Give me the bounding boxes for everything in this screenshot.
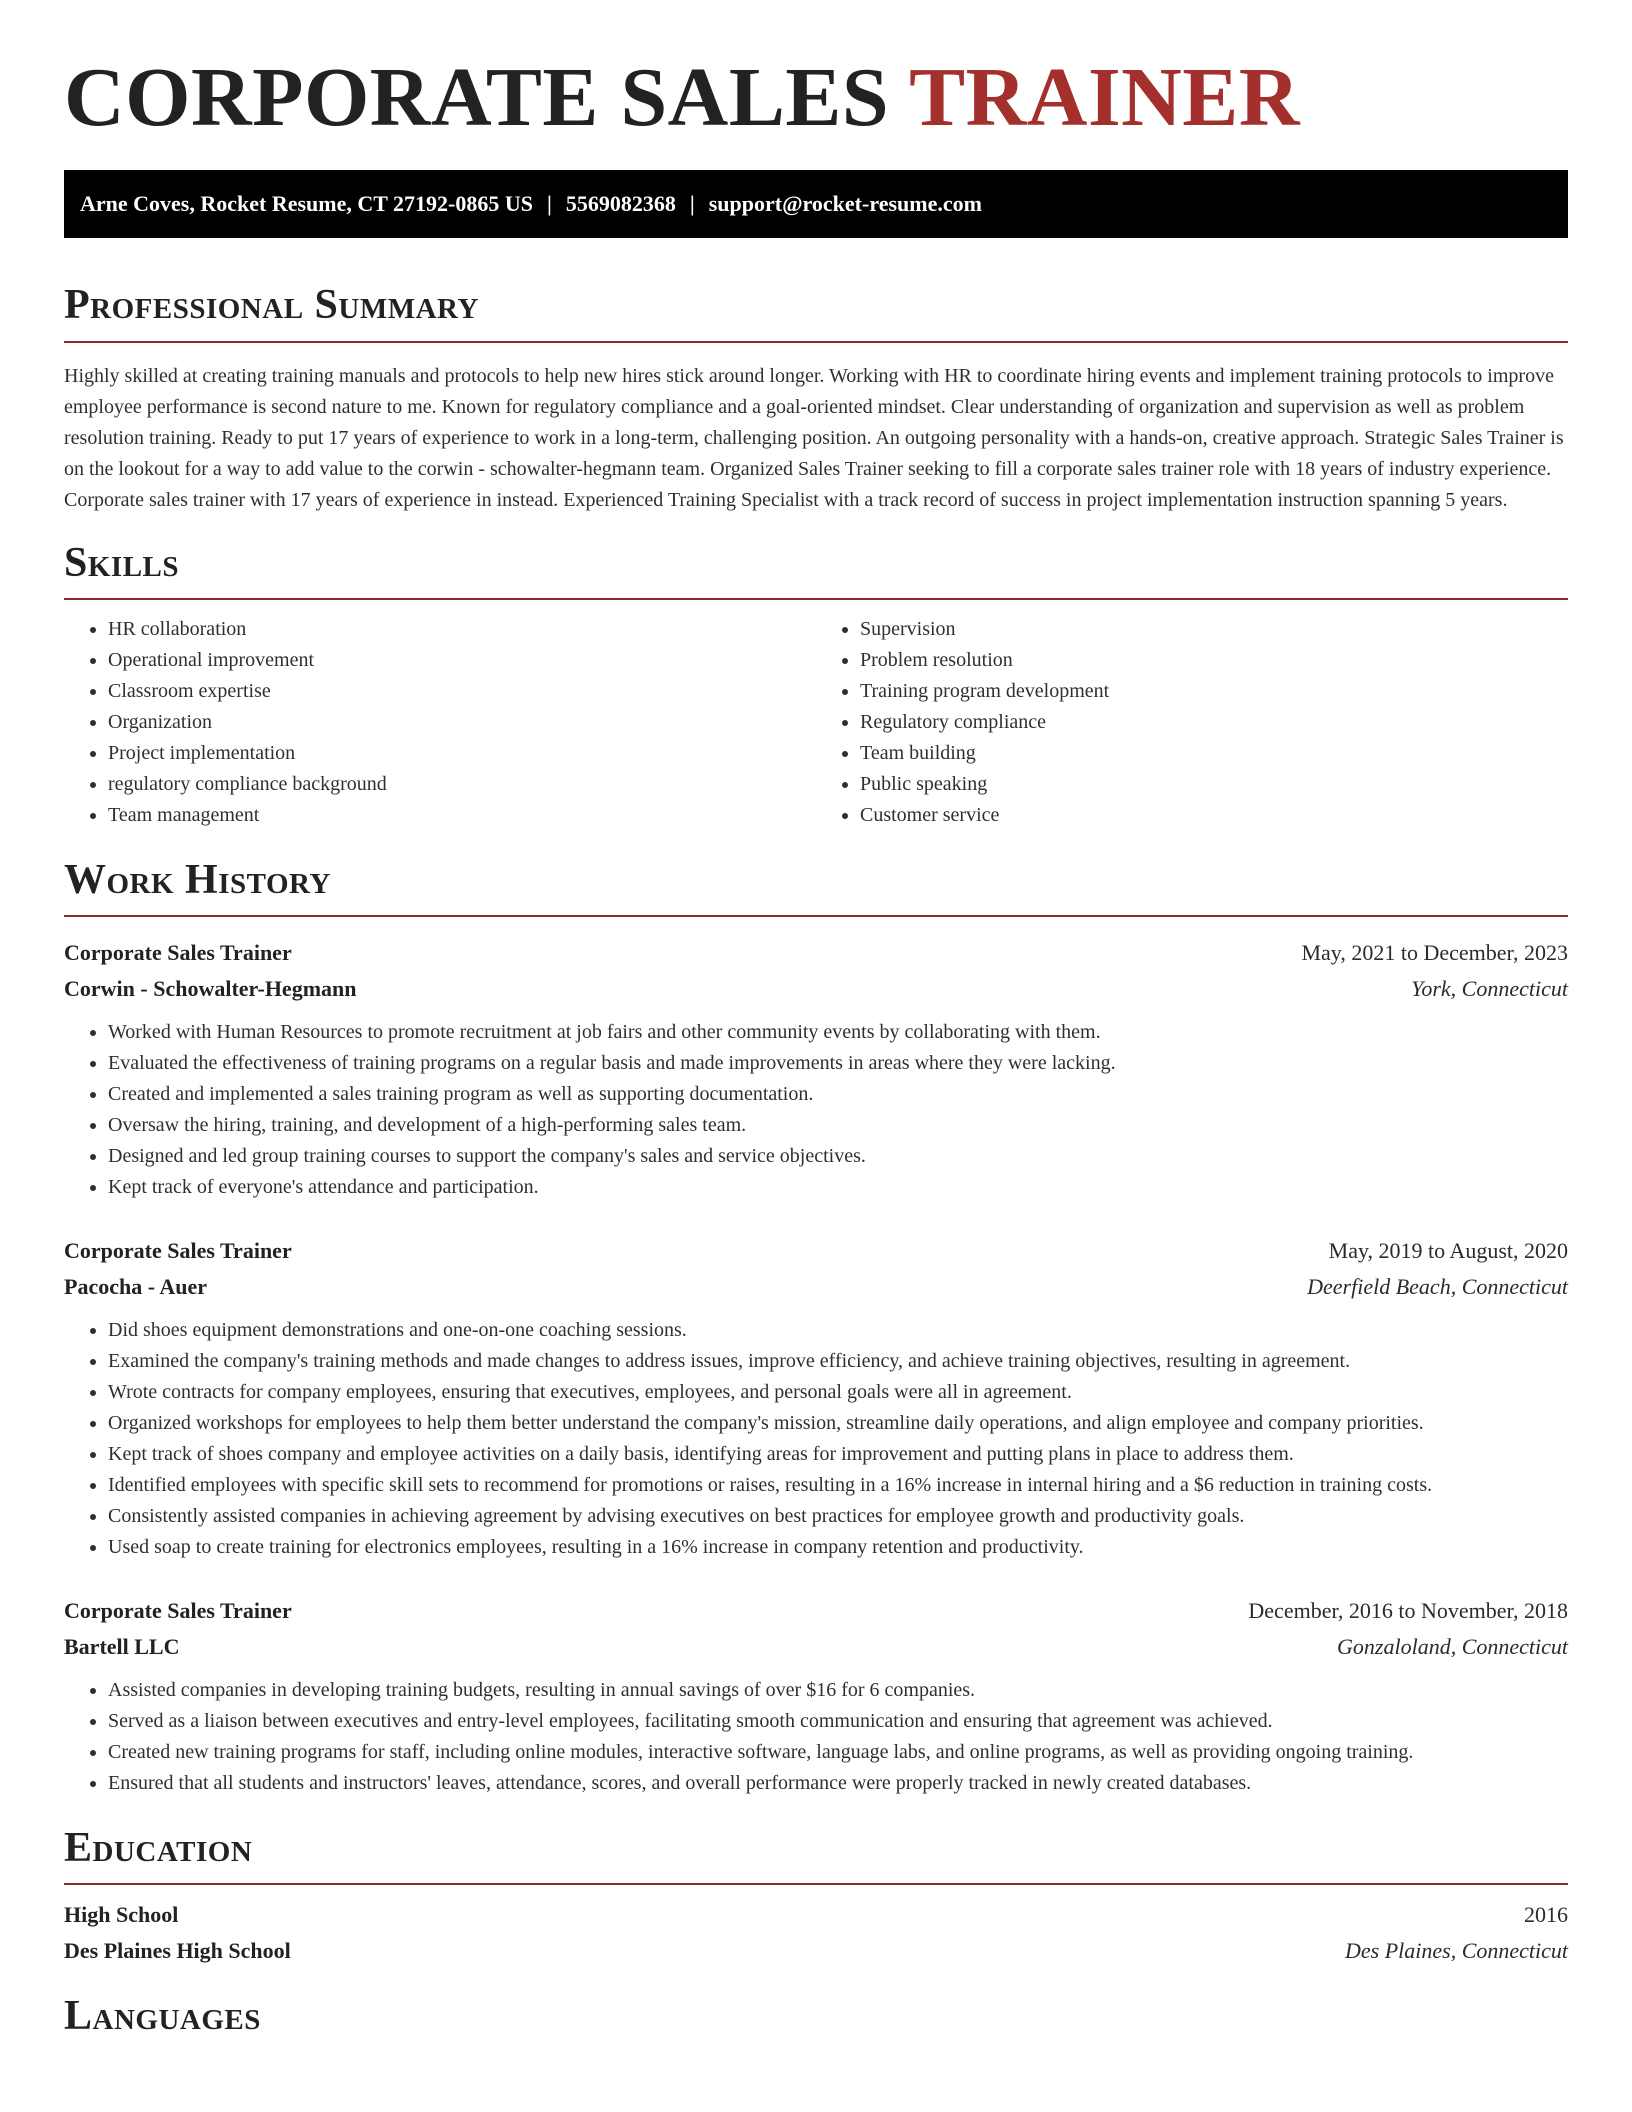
job-bullet: • Oversaw the hiring, training, and development of a high-performing sales team.	[108, 1110, 1568, 1141]
section-divider	[64, 341, 1568, 343]
section-divider	[64, 1883, 1568, 1885]
job-dates: May, 2019 to August, 2020	[1328, 1237, 1568, 1263]
job-title: Corporate Sales Trainer	[64, 939, 292, 965]
job-bullet: • Ensured that all students and instructors' leaves, attendance, scores, and overall performance were properly tracked in newly created databases.	[108, 1768, 1568, 1799]
job-bullet: • Consistently assisted companies in achieving agreement by advising executives on best practices for employee growth and productivity goals.	[108, 1501, 1568, 1532]
contact-phone: 5569082368	[565, 191, 676, 217]
job-bullet: • Kept track of everyone's attendance and participation.	[108, 1172, 1568, 1203]
job-bullet: • Created new training programs for staff, including online modules, interactive software, language labs, and online programs, as well as providing ongoing training.	[108, 1737, 1568, 1768]
section-divider	[64, 598, 1568, 600]
summary-text: Highly skilled at creating training manuals and protocols to help new hires stick around longer. Working with HR to coordinate hiring events and implement training protocols to improve employee performance is second nature to me. Known for regulatory compliance and a goal-oriented mindset. Clear understanding of organization and supervision as well as problem resolution training. Ready to put 17 years of experience to work in a long-term, challenging position. An outgoing personality with a hands-on, creative approach. Strategic Sales Trainer is on the lookout for a way to add value to the corwin - schowalter-hegmann team. Organized Sales Trainer seeking to fill a corporate sales trainer role with 18 years of industry experience. Corporate sales trainer with 17 years of experience in instead. Experienced Training Specialist with a track record of success in project implementation instruction spanning 5 years.	[64, 364, 1564, 511]
job-bullet: • Designed and led group training courses to support the company's sales and service objectives.	[108, 1141, 1568, 1172]
skill-item: • Operational improvement	[108, 645, 816, 676]
skill-item: • Supervision	[860, 614, 1568, 645]
job-bullet: • Worked with Human Resources to promote recruitment at job fairs and other community events by collaborating with them.	[108, 1017, 1568, 1048]
job-bullet: • Served as a liaison between executives and entry-level employees, facilitating smooth communication and ensuring that agreement was achieved.	[108, 1706, 1568, 1737]
job-bullet: • Did shoes equipment demonstrations and one-on-one coaching sessions.	[108, 1315, 1568, 1346]
languages-heading: Languages	[64, 1993, 261, 2040]
skill-item: • Customer service	[860, 800, 1568, 831]
work-section	[64, 857, 1568, 1799]
job-bullet: • Evaluated the effectiveness of training programs on a regular basis and made improvements in areas where they were lacking.	[108, 1048, 1568, 1079]
title-part-1: CORPORATE SALES	[64, 51, 890, 144]
job-bullet: • Used soap to create training for electronics employees, resulting in a 16% increase in company retention and productivity.	[108, 1532, 1568, 1563]
skills-heading: Skills	[64, 539, 180, 586]
job-bullet: • Wrote contracts for company employees, ensuring that executives, employees, and personal goals were all in agreement.	[108, 1377, 1568, 1408]
skill-item: • Project implementation	[108, 738, 816, 769]
job-bullet: • Organized workshops for employees to help them better understand the company's mission, streamline daily operations, and align employee and company priorities.	[108, 1408, 1568, 1439]
skills-left-column	[64, 614, 816, 831]
resume-title	[64, 0, 1568, 144]
education-degree: High School	[64, 1902, 179, 1928]
skill-item: • regulatory compliance background	[108, 769, 816, 800]
job-header-row	[64, 935, 1568, 971]
contact-email[interactable]: support@rocket-resume.com	[708, 191, 982, 217]
languages-section	[64, 1993, 1568, 2039]
job-location: Gonzaloland, Connecticut	[1337, 1633, 1568, 1659]
skill-item: • Classroom expertise	[108, 676, 816, 707]
job-bullet: • Identified employees with specific skill sets to recommend for promotions or raises, resulting in a 16% increase in internal hiring and a $6 reduction in training costs.	[108, 1470, 1568, 1501]
education-location: Des Plaines, Connecticut	[1344, 1938, 1568, 1964]
job-entry	[64, 935, 1568, 1203]
job-bullet: • Created and implemented a sales training program as well as supporting documentation.	[108, 1079, 1568, 1110]
contact-separator: |	[689, 191, 695, 217]
job-entry	[64, 1233, 1568, 1563]
work-heading: Work History	[64, 856, 331, 903]
job-dates: May, 2021 to December, 2023	[1301, 939, 1568, 965]
skill-item: • HR collaboration	[108, 614, 816, 645]
job-company-row	[64, 1629, 1568, 1665]
education-row	[64, 1933, 1568, 1969]
job-company-row	[64, 971, 1568, 1007]
skills-section	[64, 540, 1568, 831]
job-header-row	[64, 1233, 1568, 1269]
job-title: Corporate Sales Trainer	[64, 1237, 292, 1263]
job-bullets	[64, 1315, 1568, 1563]
skill-item: • Organization	[108, 707, 816, 738]
education-entry	[64, 1897, 1568, 1969]
education-year: 2016	[1524, 1902, 1568, 1928]
skill-item: • Problem resolution	[860, 645, 1568, 676]
contact-bar	[64, 170, 1568, 238]
summary-section	[64, 282, 1568, 515]
job-bullet: • Assisted companies in developing training budgets, resulting in annual savings of over $16 for 6 companies.	[108, 1675, 1568, 1706]
job-dates: December, 2016 to November, 2018	[1248, 1597, 1568, 1623]
job-title: Corporate Sales Trainer	[64, 1597, 292, 1623]
job-company: Pacocha - Auer	[64, 1273, 207, 1299]
skill-item: • Public speaking	[860, 769, 1568, 800]
job-company: Corwin - Schowalter-Hegmann	[64, 975, 357, 1001]
skill-item: • Regulatory compliance	[860, 707, 1568, 738]
skill-item: • Team building	[860, 738, 1568, 769]
education-section	[64, 1825, 1568, 1969]
skills-right-column	[816, 614, 1568, 831]
education-school: Des Plaines High School	[64, 1938, 291, 1964]
skill-item: • Training program development	[860, 676, 1568, 707]
contact-separator: |	[547, 191, 552, 217]
job-bullet: • Examined the company's training methods and made changes to address issues, improve efficiency, and achieve training objectives, resulting in agreement.	[108, 1346, 1568, 1377]
education-heading: Education	[64, 1824, 253, 1871]
summary-heading: Professional Summary	[64, 282, 479, 329]
contact-address: Arne Coves, Rocket Resume, CT 27192-0865 US	[80, 191, 533, 217]
job-bullets	[64, 1017, 1568, 1203]
job-company-row	[64, 1269, 1568, 1305]
section-divider	[64, 915, 1568, 917]
job-entry	[64, 1593, 1568, 1799]
skill-item: • Team management	[108, 800, 816, 831]
job-bullet: • Kept track of shoes company and employee activities on a daily basis, identifying areas for improvement and putting plans in place to address them.	[108, 1439, 1568, 1470]
job-bullets	[64, 1675, 1568, 1799]
job-location: York, Connecticut	[1411, 975, 1568, 1001]
job-list	[64, 935, 1568, 1799]
job-company: Bartell LLC	[64, 1633, 180, 1659]
job-location: Deerfield Beach, Connecticut	[1307, 1273, 1568, 1299]
skills-grid	[64, 614, 1568, 831]
job-header-row	[64, 1593, 1568, 1629]
education-row	[64, 1897, 1568, 1933]
title-part-2: TRAINER	[909, 51, 1300, 144]
